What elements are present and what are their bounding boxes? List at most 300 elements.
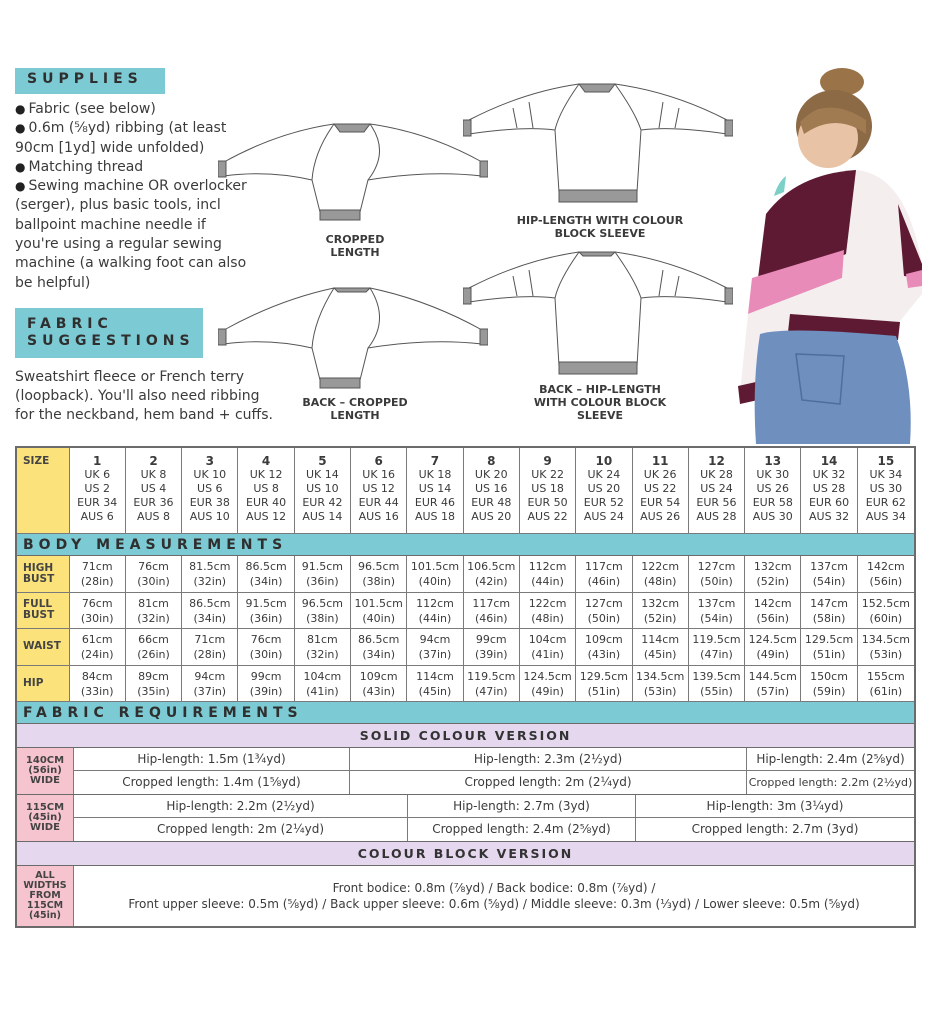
size-eur: EUR 54 xyxy=(640,496,681,509)
size-aus: AUS 6 xyxy=(80,510,114,523)
measurement-cm: 117cm xyxy=(472,596,511,610)
measurement-row xyxy=(15,629,916,666)
measurement-cell xyxy=(70,666,126,703)
measurement-cell xyxy=(126,593,182,630)
measurement-cell xyxy=(464,593,520,630)
measurement-cm: 134.5cm xyxy=(861,633,910,646)
size-column-14 xyxy=(801,448,857,534)
size-row xyxy=(15,446,916,534)
size-column-2 xyxy=(126,448,182,534)
width-label-line: ALL xyxy=(35,870,55,881)
measurement-cell xyxy=(126,666,182,703)
measurement-in: (46in) xyxy=(587,575,621,588)
size-uk: UK 22 xyxy=(531,468,564,481)
measurement-cell xyxy=(633,593,689,630)
size-column-3 xyxy=(182,448,238,534)
measurement-cm: 127cm xyxy=(584,596,623,610)
measurement-in: (26in) xyxy=(137,648,170,661)
measurement-cm: 81cm xyxy=(138,596,169,610)
jeans xyxy=(755,330,911,444)
measurement-in: (54in) xyxy=(812,575,846,588)
measurement-cell xyxy=(801,666,857,703)
size-column-12 xyxy=(689,448,745,534)
measurement-cell xyxy=(745,666,801,703)
width-label-140cm xyxy=(17,748,74,794)
measurement-in: (24in) xyxy=(80,648,114,661)
measurement-cm: 84cm xyxy=(81,669,113,683)
measurement-row xyxy=(15,593,916,630)
measurement-cm: 86.5cm xyxy=(189,596,231,610)
size-num: 15 xyxy=(877,454,895,468)
size-uk: UK 14 xyxy=(306,468,339,481)
measurement-in: (59in) xyxy=(812,684,846,698)
measurement-in: (28in) xyxy=(193,648,227,661)
size-us: US 8 xyxy=(253,482,279,495)
sketch-cropped-front xyxy=(218,112,488,222)
measurement-cm: 114cm xyxy=(641,633,680,646)
size-uk: UK 20 xyxy=(474,468,508,481)
measurement-cell xyxy=(520,629,576,666)
width-label-line: WIDTHS xyxy=(23,880,67,891)
measurement-in: (47in) xyxy=(474,684,508,698)
measurement-cm: 155cm xyxy=(866,669,905,683)
measurement-cm: 76cm xyxy=(138,560,169,573)
measurement-cell xyxy=(407,593,463,630)
size-column-9 xyxy=(520,448,576,534)
size-us: US 6 xyxy=(197,482,223,495)
measurement-cell xyxy=(858,666,914,703)
measurement-cm: 122cm xyxy=(641,560,680,573)
size-us: US 4 xyxy=(140,482,167,495)
size-us: US 26 xyxy=(756,482,790,495)
width-label-line: (45in) xyxy=(28,812,62,823)
measurement-in: (40in) xyxy=(418,575,452,588)
size-eur: EUR 44 xyxy=(358,496,399,509)
solid-colour-heading: SOLID COLOUR VERSION xyxy=(15,724,916,748)
size-aus: AUS 12 xyxy=(246,510,287,523)
colour-block-heading: COLOUR BLOCK VERSION xyxy=(15,842,916,866)
measurement-cm: 129.5cm xyxy=(804,633,854,646)
colour-block-group xyxy=(15,866,916,928)
measurement-cm: 91.5cm xyxy=(245,596,287,610)
measurement-in: (55in) xyxy=(700,684,733,698)
fabric-cell: Cropped length: 2.7m (3yd) xyxy=(691,822,859,836)
size-eur: EUR 58 xyxy=(752,496,793,509)
measurement-in: (54in) xyxy=(700,611,733,625)
measurement-in: (61in) xyxy=(869,684,903,698)
model-photo xyxy=(726,64,926,444)
measurement-cm: 71cm xyxy=(194,633,226,646)
fabric-suggestions-heading-line2: SUGGESTIONS xyxy=(27,333,195,349)
measurement-cm: 99cm xyxy=(250,669,282,683)
size-eur: EUR 34 xyxy=(77,496,118,509)
measurement-in: (48in) xyxy=(643,575,677,588)
size-aus: AUS 28 xyxy=(696,510,737,523)
size-uk: UK 18 xyxy=(418,468,452,481)
measurement-label-line: WAIST xyxy=(23,640,61,653)
size-eur: EUR 42 xyxy=(302,496,343,509)
measurement-in: (51in) xyxy=(812,648,846,661)
measurement-cell xyxy=(520,666,576,703)
fabric-cell: Hip-length: 3m (3¼yd) xyxy=(706,799,844,813)
measurement-in: (60in) xyxy=(869,611,903,625)
sketch-caption-cropped: CROPPED LENGTH xyxy=(325,233,385,259)
measurement-in: (49in) xyxy=(756,648,790,661)
size-eur: EUR 50 xyxy=(527,496,568,509)
measurement-cell xyxy=(407,629,463,666)
size-aus: AUS 10 xyxy=(189,510,230,523)
measurement-cm: 81.5cm xyxy=(189,560,231,573)
fabric-cell: Cropped length: 2m (2¼yd) xyxy=(74,818,408,841)
size-num: 7 xyxy=(430,454,440,468)
measurement-cell xyxy=(295,629,351,666)
measurement-cell xyxy=(689,556,745,593)
measurement-in: (34in) xyxy=(193,611,227,625)
measurement-label xyxy=(17,556,70,593)
body-measurements-heading: BODY MEASUREMENTS xyxy=(15,534,916,556)
measurement-cell xyxy=(520,556,576,593)
size-eur: EUR 46 xyxy=(414,496,456,509)
size-eur: EUR 60 xyxy=(808,496,850,509)
measurement-cell xyxy=(126,629,182,666)
measurement-cell xyxy=(351,666,407,703)
fabric-cell: Cropped length: 2m (2¼yd) xyxy=(350,771,747,794)
measurement-cm: 76cm xyxy=(250,633,282,646)
size-aus: AUS 24 xyxy=(583,510,624,523)
measurement-in: (48in) xyxy=(531,611,564,625)
measurement-cm: 76cm xyxy=(81,596,113,610)
measurement-in: (38in) xyxy=(362,575,395,588)
measurement-cell xyxy=(238,556,294,593)
measurement-cm: 132cm xyxy=(753,560,792,573)
size-uk: UK 8 xyxy=(140,468,167,481)
measurement-label-line: BUST xyxy=(23,572,55,585)
size-uk: UK 26 xyxy=(643,468,677,481)
size-us: US 18 xyxy=(531,482,564,495)
measurement-cell xyxy=(70,629,126,666)
measurement-in: (53in) xyxy=(869,648,903,661)
size-num: 3 xyxy=(205,454,214,468)
size-us: US 16 xyxy=(475,482,508,495)
measurement-cell xyxy=(633,556,689,593)
size-num: 13 xyxy=(764,454,782,468)
size-aus: AUS 30 xyxy=(752,510,793,523)
measurement-label xyxy=(17,629,70,666)
measurement-cm: 91.5cm xyxy=(301,560,344,573)
measurement-in: (45in) xyxy=(643,648,677,661)
size-aus: AUS 26 xyxy=(640,510,681,523)
measurement-cm: 94cm xyxy=(194,669,226,683)
measurement-cm: 86.5cm xyxy=(245,560,287,573)
measurement-in: (39in) xyxy=(474,648,508,661)
measurement-in: (32in) xyxy=(137,611,170,625)
measurement-cell xyxy=(407,666,463,703)
measurement-cell xyxy=(858,556,914,593)
measurement-in: (37in) xyxy=(418,648,452,661)
measurement-in: (34in) xyxy=(362,648,395,661)
measurement-cm: 86.5cm xyxy=(358,633,400,646)
measurement-in: (52in) xyxy=(643,611,677,625)
measurement-cell xyxy=(238,593,294,630)
size-num: 8 xyxy=(487,454,496,468)
measurement-cell xyxy=(801,556,857,593)
measurement-cell xyxy=(633,666,689,703)
size-aus: AUS 20 xyxy=(471,510,512,523)
measurement-cell xyxy=(464,556,520,593)
sketch-caption-hip-colour-block: HIP-LENGTH WITH COLOUR BLOCK SLEEVE xyxy=(516,214,684,240)
measurement-cell xyxy=(576,556,632,593)
measurement-in: (30in) xyxy=(137,575,170,588)
size-uk: UK 28 xyxy=(700,468,733,481)
size-us: US 2 xyxy=(84,482,110,495)
size-aus: AUS 14 xyxy=(302,510,343,523)
size-eur: EUR 48 xyxy=(471,496,512,509)
size-us: US 10 xyxy=(306,482,339,495)
sketch-caption-back-hip-colour-block: BACK – HIP-LENGTH WITH COLOUR BLOCK SLEEVE xyxy=(533,383,667,422)
measurement-in: (41in) xyxy=(531,648,564,661)
width-label-line: WIDE xyxy=(30,822,60,833)
size-uk: UK 10 xyxy=(193,468,227,481)
measurement-cell xyxy=(520,593,576,630)
measurement-in: (34in) xyxy=(249,575,283,588)
measurement-cm: 96.5cm xyxy=(358,560,400,573)
supply-item: ● Matching thread xyxy=(15,158,250,177)
size-eur: EUR 36 xyxy=(133,496,174,509)
fabric-140cm-group xyxy=(15,748,916,795)
supply-item: ● Sewing machine OR overlocker (serger), plus basic tools, incl ballpoint machine needle if you're using a regular sewing machine (a walking foot can also be helpful) xyxy=(15,177,250,293)
width-label-line: (45in) xyxy=(29,910,61,921)
measurement-cm: 104cm xyxy=(528,633,567,646)
measurement-in: (38in) xyxy=(306,611,339,625)
measurement-label xyxy=(17,666,70,703)
measurement-cm: 122cm xyxy=(528,596,567,610)
measurement-cm: 81cm xyxy=(307,633,338,646)
measurement-cm: 134.5cm xyxy=(636,669,685,683)
measurement-cm: 112cm xyxy=(416,596,454,610)
size-uk: UK 24 xyxy=(587,468,621,481)
measurement-cm: 109cm xyxy=(584,633,623,646)
size-eur: EUR 52 xyxy=(583,496,624,509)
measurement-in: (32in) xyxy=(306,648,339,661)
measurement-row xyxy=(15,666,916,703)
width-label-line: FROM xyxy=(29,890,61,901)
measurement-cm: 142cm xyxy=(866,560,905,573)
sketch-hip-colour-block-front xyxy=(463,82,733,208)
measurement-cm: 119.5cm xyxy=(692,633,741,646)
measurement-cell xyxy=(576,593,632,630)
size-eur: EUR 56 xyxy=(696,496,737,509)
size-num: 10 xyxy=(595,454,613,468)
measurement-cm: 139.5cm xyxy=(692,669,741,683)
size-num: 5 xyxy=(318,454,327,468)
measurement-in: (41in) xyxy=(306,684,339,698)
measurement-cell xyxy=(576,629,632,666)
measurement-cell xyxy=(295,593,351,630)
fabric-cell: Hip-length: 2.4m (2⅝yd) xyxy=(756,752,905,766)
measurement-cm: 96.5cm xyxy=(301,596,344,610)
measurement-cell xyxy=(126,556,182,593)
measurement-label-line: HIGH xyxy=(23,561,54,574)
measurement-cm: 137cm xyxy=(810,560,848,573)
size-column-10 xyxy=(576,448,632,534)
measurement-cell xyxy=(801,629,857,666)
width-label-line: 115CM xyxy=(25,802,65,813)
measurement-in: (30in) xyxy=(249,648,283,661)
measurement-in: (43in) xyxy=(587,648,621,661)
size-column-5 xyxy=(295,448,351,534)
measurement-cm: 150cm xyxy=(810,669,848,683)
size-eur: EUR 40 xyxy=(246,496,287,509)
measurement-cm: 124.5cm xyxy=(523,669,572,683)
size-num: 6 xyxy=(374,454,383,468)
size-chart xyxy=(15,446,916,928)
supply-item: ● 0.6m (⅝yd) ribbing (at least 90cm [1yd] wide unfolded) xyxy=(15,119,250,158)
fabric-suggestions-heading xyxy=(15,308,203,358)
measurement-cm: 112cm xyxy=(528,560,567,573)
size-column-1 xyxy=(70,448,126,534)
measurement-in: (46in) xyxy=(474,611,508,625)
measurement-cell xyxy=(182,593,238,630)
colour-block-requirements xyxy=(74,866,914,926)
width-label-line: WIDE xyxy=(30,775,60,786)
size-column-15 xyxy=(858,448,914,534)
size-uk: UK 16 xyxy=(362,468,396,481)
size-column-6 xyxy=(351,448,407,534)
measurement-in: (42in) xyxy=(474,575,508,588)
measurement-cell xyxy=(351,629,407,666)
measurement-in: (30in) xyxy=(80,611,114,625)
measurement-cell xyxy=(70,593,126,630)
measurement-in: (33in) xyxy=(80,684,114,698)
width-label-line: 140CM xyxy=(25,755,65,766)
size-aus: AUS 8 xyxy=(136,510,171,523)
measurement-cm: 109cm xyxy=(359,669,398,683)
fabric-cell: Hip-length: 2.3m (2½yd) xyxy=(350,748,747,770)
measurement-cell xyxy=(576,666,632,703)
size-num: 1 xyxy=(93,454,102,468)
measurement-cm: 106.5cm xyxy=(467,560,516,573)
size-us: US 24 xyxy=(700,482,733,495)
measurement-in: (56in) xyxy=(869,575,903,588)
supplies-heading: SUPPLIES xyxy=(15,68,165,94)
measurement-in: (53in) xyxy=(643,684,677,698)
measurement-cm: 114cm xyxy=(416,669,454,683)
measurement-label xyxy=(17,593,70,630)
measurement-cm: 132cm xyxy=(641,596,680,610)
measurement-in: (47in) xyxy=(700,648,733,661)
size-aus: AUS 22 xyxy=(527,510,568,523)
measurement-in: (56in) xyxy=(756,611,790,625)
measurement-cell xyxy=(801,593,857,630)
measurement-cell xyxy=(858,629,914,666)
measurement-cm: 152.5cm xyxy=(861,596,910,610)
size-uk: UK 6 xyxy=(84,468,111,481)
measurement-cell xyxy=(464,666,520,703)
size-us: US 30 xyxy=(869,482,903,495)
measurement-in: (52in) xyxy=(756,575,790,588)
fabric-cell: Cropped length: 1.4m (1⅝yd) xyxy=(74,771,350,794)
measurement-in: (40in) xyxy=(362,611,395,625)
measurement-cell xyxy=(633,629,689,666)
fabric-cell: Cropped length: 2.2m (2½yd) xyxy=(748,776,913,789)
size-column-4 xyxy=(238,448,294,534)
fabric-suggestions-heading-line1: FABRIC xyxy=(27,316,113,332)
size-column-11 xyxy=(633,448,689,534)
size-num: 4 xyxy=(261,454,271,468)
measurement-in: (44in) xyxy=(418,611,452,625)
measurement-in: (36in) xyxy=(306,575,339,588)
size-eur: EUR 38 xyxy=(189,496,230,509)
measurement-cell xyxy=(351,593,407,630)
measurement-cm: 99cm xyxy=(475,633,507,646)
measurement-cm: 66cm xyxy=(138,633,169,646)
measurement-in: (28in) xyxy=(80,575,114,588)
fabric-cell: Cropped length: 2.4m (2⅝yd) xyxy=(408,818,636,841)
measurement-in: (45in) xyxy=(418,684,452,698)
measurement-in: (32in) xyxy=(193,575,227,588)
measurement-cell xyxy=(407,556,463,593)
size-aus: AUS 18 xyxy=(414,510,455,523)
size-column-7 xyxy=(407,448,463,534)
fabric-115cm-group xyxy=(15,795,916,842)
measurement-in: (44in) xyxy=(531,575,564,588)
size-label: SIZE xyxy=(17,448,70,534)
measurement-cm: 129.5cm xyxy=(579,669,628,683)
measurement-cell xyxy=(182,629,238,666)
measurement-cell xyxy=(858,593,914,630)
width-label-all xyxy=(17,866,74,926)
fabric-cell: Hip-length: 1.5m (1¾yd) xyxy=(74,748,350,770)
measurement-cm: 147cm xyxy=(810,596,848,610)
size-us: US 12 xyxy=(362,482,395,495)
size-num: 9 xyxy=(543,454,552,468)
size-column-13 xyxy=(745,448,801,534)
size-eur: EUR 62 xyxy=(865,496,906,509)
size-us: US 22 xyxy=(643,482,677,495)
sketch-caption-back-cropped: BACK – CROPPED LENGTH xyxy=(302,396,408,422)
size-us: US 14 xyxy=(418,482,452,495)
measurement-cell xyxy=(745,556,801,593)
width-label-115cm xyxy=(17,795,74,841)
width-label-line: 115CM xyxy=(26,900,64,911)
size-num: 2 xyxy=(149,454,158,468)
measurement-cm: 94cm xyxy=(419,633,451,646)
measurement-in: (39in) xyxy=(249,684,283,698)
measurement-cell xyxy=(745,629,801,666)
measurement-cm: 89cm xyxy=(138,669,169,683)
size-uk: UK 12 xyxy=(249,468,283,481)
measurement-cm: 101.5cm xyxy=(410,560,460,573)
size-uk: UK 34 xyxy=(869,468,903,481)
measurement-cm: 117cm xyxy=(584,560,623,573)
measurement-in: (50in) xyxy=(587,611,621,625)
size-aus: AUS 32 xyxy=(809,510,850,523)
measurement-cm: 71cm xyxy=(81,560,113,573)
sketch-cropped-back xyxy=(218,280,488,390)
measurement-label-line: BUST xyxy=(23,609,55,622)
fabric-cell: Hip-length: 2.7m (3yd) xyxy=(408,795,636,817)
measurement-cm: 124.5cm xyxy=(748,633,797,646)
colour-block-line: Front upper sleeve: 0.5m (⅝yd) / Back upper sleeve: 0.6m (⅝yd) / Middle sleeve: 0.3m (⅓yd) / Lower sleeve: 0.5m (⅝yd) xyxy=(128,897,860,911)
size-column-8 xyxy=(464,448,520,534)
size-uk: UK 32 xyxy=(812,468,846,481)
measurement-in: (49in) xyxy=(531,684,564,698)
measurement-in: (58in) xyxy=(812,611,846,625)
measurement-cell xyxy=(464,629,520,666)
measurement-cell xyxy=(689,593,745,630)
colour-block-line: Front bodice: 0.8m (⅞yd) / Back bodice: 0.8m (⅞yd) / xyxy=(332,881,656,895)
measurement-cm: 142cm xyxy=(753,596,792,610)
